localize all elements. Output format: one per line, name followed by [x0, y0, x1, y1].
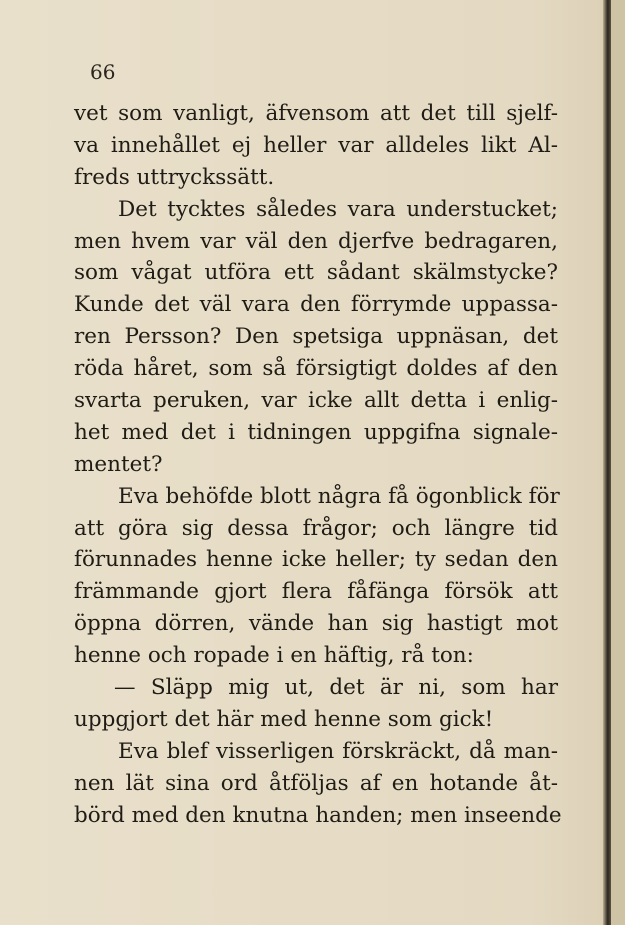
text-line: — Släpp mig ut, det är ni, som har	[114, 675, 558, 701]
text-line: nen lät sina ord åtföljas af en hotande åt-	[74, 770, 558, 796]
text-line: va innehållet ej heller var alldeles likt Al-	[74, 132, 558, 158]
text-line: het med det i tidningen uppgifna signale-	[74, 419, 558, 445]
text-line: som vågat utföra ett sådant skälmstycke?	[74, 260, 558, 286]
text-line: uppgjort det här med henne som gick!	[74, 706, 494, 732]
text-line: men hvem var väl den djerfve bedragaren,	[74, 228, 558, 254]
text-line: Det tycktes således vara understucket;	[118, 196, 558, 222]
text-line: ren Persson? Den spetsiga uppnäsan, det	[74, 324, 558, 350]
text-line: att göra sig dessa frågor; och längre tid	[74, 515, 558, 541]
text-line: Kunde det väl vara den förrymde uppassa-	[74, 292, 558, 318]
book-gutter-edge	[603, 0, 611, 925]
text-line: freds uttryckssätt.	[74, 164, 275, 190]
text-line: mentet?	[74, 451, 163, 477]
page-number: 66	[90, 60, 116, 84]
text-line: vet som vanligt, äfvensom att det till sjelf-	[74, 101, 558, 126]
text-line: Eva blef visserligen förskräckt, då man-	[118, 738, 558, 764]
text-line: främmande gjort flera fåfänga försök att	[74, 579, 558, 605]
text-line: börd med den knutna handen; men inseende	[74, 802, 562, 828]
text-line: Eva behöfde blott några få ögonblick för	[118, 483, 560, 509]
text-line: förunnades henne icke heller; ty sedan den	[74, 547, 558, 573]
adjacent-page-edge	[611, 0, 625, 925]
text-line: svarta peruken, var icke allt detta i enlig-	[74, 388, 558, 414]
text-line: röda håret, som så försigtigt doldes af den	[74, 356, 558, 382]
text-line: henne och ropade i en häftig, rå ton:	[74, 643, 474, 669]
body-text	[74, 98, 562, 831]
text-line: öppna dörren, vände han sig hastigt mot	[74, 611, 558, 637]
